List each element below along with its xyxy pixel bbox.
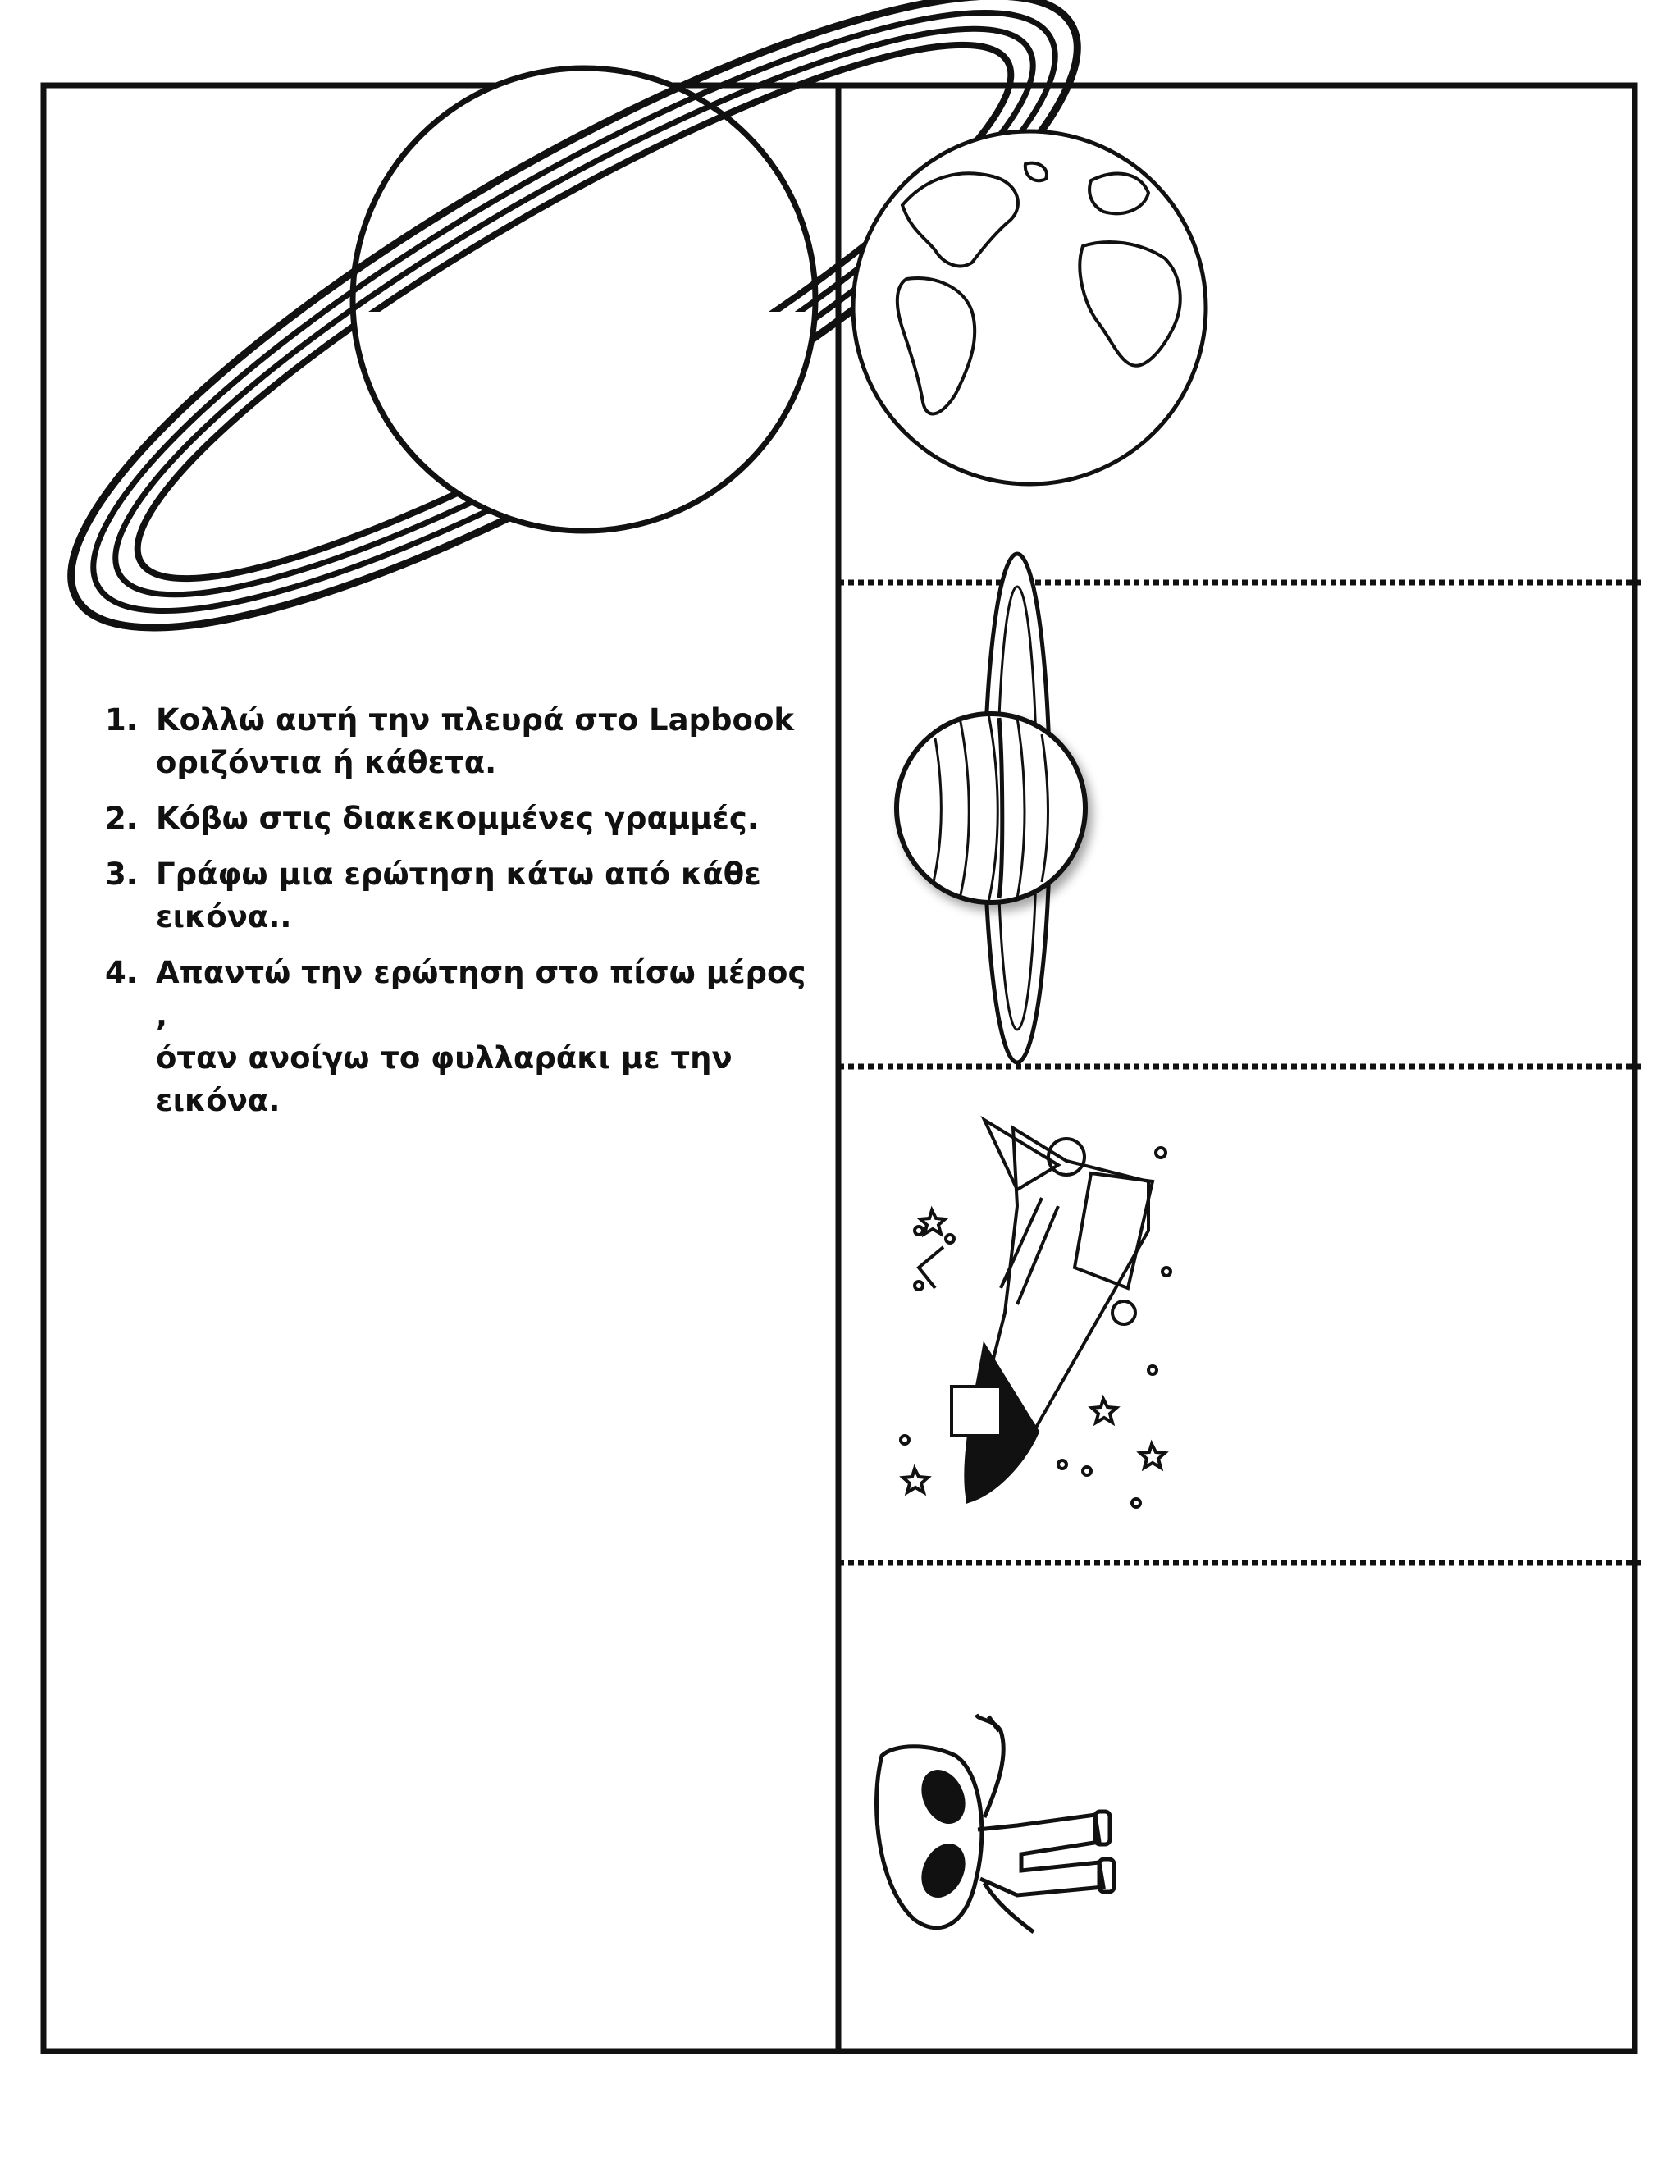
instruction-step	[105, 797, 810, 840]
step-number: 3.	[105, 857, 138, 892]
instruction-step	[105, 853, 810, 939]
space-shuttle-icon	[901, 1120, 1171, 1507]
earth-icon	[853, 131, 1206, 484]
step-line: Απαντώ την ερώτηση στο πίσω μέρος ,	[156, 955, 806, 1033]
alien-icon	[876, 1715, 1114, 1932]
instructions-list	[105, 699, 810, 1135]
step-line: Γράφω μια ερώτηση κάτω από κάθε	[156, 857, 761, 892]
step-line: όταν ανοίγω το φυλλαράκι με την εικόνα.	[156, 1040, 733, 1118]
step-line: εικόνα..	[156, 899, 292, 934]
step-line: οριζόντια ή κάθετα.	[156, 745, 497, 780]
instruction-step	[105, 699, 810, 784]
instruction-step	[105, 952, 810, 1122]
step-number: 2.	[105, 801, 138, 836]
step-number: 4.	[105, 955, 138, 990]
step-number: 1.	[105, 702, 138, 738]
ringed-planet-icon	[897, 554, 1085, 1062]
step-line: Κολλώ αυτή την πλευρά στο Lapbook	[156, 702, 794, 738]
step-line: Κόβω στις διακεκομμένες γραμμές.	[156, 801, 759, 836]
